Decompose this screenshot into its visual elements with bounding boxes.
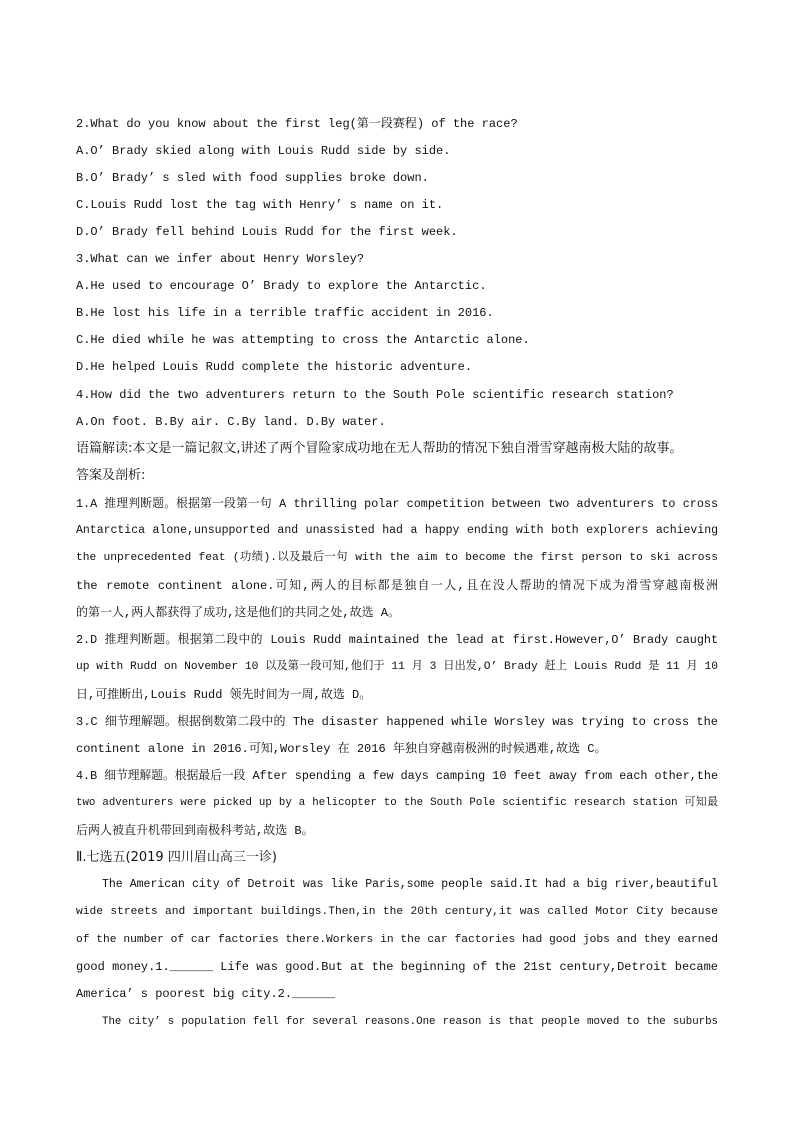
answer-1-line: the unprecedented feat (功绩).以及最后一句 with the aim to become the first person to ski across	[76, 552, 718, 564]
passage-paragraph-1-line: of the number of car factories there.Workers in the car factories had good jobs and they earned	[76, 934, 718, 946]
question-3-option-b: B.He lost his life in a terrible traffic accident in 2016.	[76, 306, 494, 320]
question-4-options: A.On foot. B.By air. C.By land. D.By water.	[76, 415, 386, 429]
answer-4-line: two adventurers were picked up by a helicopter to the South Pole scientific research station 可知最	[76, 797, 718, 809]
question-3-option-c: C.He died while he was attempting to cross the Antarctic alone.	[76, 333, 530, 347]
passage-paragraph-2-line: The city’ s population fell for several reasons.One reason is that people moved to the suburbs	[102, 1016, 718, 1028]
question-2-option-c: C.Louis Rudd lost the tag with Henry’ s name on it.	[76, 198, 444, 212]
question-3-option-a: A.He used to encourage O’ Brady to explore the Antarctic.	[76, 279, 487, 293]
answer-1-line: Antarctica alone,unsupported and unassisted had a happy ending with both explorers achieving	[76, 524, 718, 537]
question-3-stem: 3.What can we infer about Henry Worsley?	[76, 252, 365, 266]
passage-summary: 语篇解读:本文是一篇记叙文,讲述了两个冒险家成功地在无人帮助的情况下独自滑雪穿越南极大陆的故事。	[76, 441, 683, 456]
passage-paragraph-1-line: good money.1.______ Life was good.But at the beginning of the 21st century,Detroit became	[76, 960, 718, 974]
answer-4-line: 后两人被直升机带回到南极科考站,故选 B。	[76, 824, 314, 838]
answer-3-line: 3.C 细节理解题。根据倒数第二段中的 The disaster happened while Worsley was trying to cross the	[76, 715, 718, 729]
question-2-option-d: D.O’ Brady fell behind Louis Rudd for the first week.	[76, 225, 458, 239]
answers-heading: 答案及剖析:	[76, 468, 146, 483]
section-2-heading: Ⅱ.七选五(2019 四川眉山高三一诊)	[76, 850, 277, 865]
answer-1-line: the remote continent alone.可知,两人的目标都是独自一人,且在没人帮助的情况下成为滑雪穿越南极洲	[76, 579, 718, 593]
passage-paragraph-1-line: The American city of Detroit was like Paris,some people said.It had a big river,beautiful	[102, 878, 718, 891]
question-2-option-a: A.O’ Brady skied along with Louis Rudd side by side.	[76, 144, 451, 158]
answer-4-line: 4.B 细节理解题。根据最后一段 After spending a few days camping 10 feet away from each other,the	[76, 769, 718, 783]
answer-1-line: 的第一人,两人都获得了成功,这是他们的共同之处,故选 A。	[76, 606, 401, 620]
answer-1-line: 1.A 推理判断题。根据第一段第一句 A thrilling polar competition between two adventurers to cross	[76, 497, 718, 511]
answer-2-line: up with Rudd on November 10 以及第一段可知,他们于 11 月 3 日出发,O’ Brady 赶上 Louis Rudd 是 11 月 10	[76, 661, 718, 673]
question-4-stem: 4.How did the two adventurers return to the South Pole scientific research station?	[76, 388, 674, 402]
passage-paragraph-1-line: America’ s poorest big city.2.______	[76, 987, 336, 1001]
question-2-stem: 2.What do you know about the first leg(第一段赛程) of the race?	[76, 117, 518, 131]
answer-2-line: 日,可推断出,Louis Rudd 领先时间为一周,故选 D。	[76, 688, 372, 702]
passage-paragraph-1-line: wide streets and important buildings.Then,in the 20th century,it was called Motor City because	[76, 906, 718, 918]
question-2-option-b: B.O’ Brady’ s sled with food supplies broke down.	[76, 171, 429, 185]
answer-2-line: 2.D 推理判断题。根据第二段中的 Louis Rudd maintained the lead at first.However,O’ Brady caught	[76, 633, 718, 647]
question-3-option-d: D.He helped Louis Rudd complete the historic adventure.	[76, 360, 473, 374]
answer-3-line: continent alone in 2016.可知,Worsley 在 2016 年独自穿越南极洲的时候遇难,故选 C。	[76, 742, 607, 756]
